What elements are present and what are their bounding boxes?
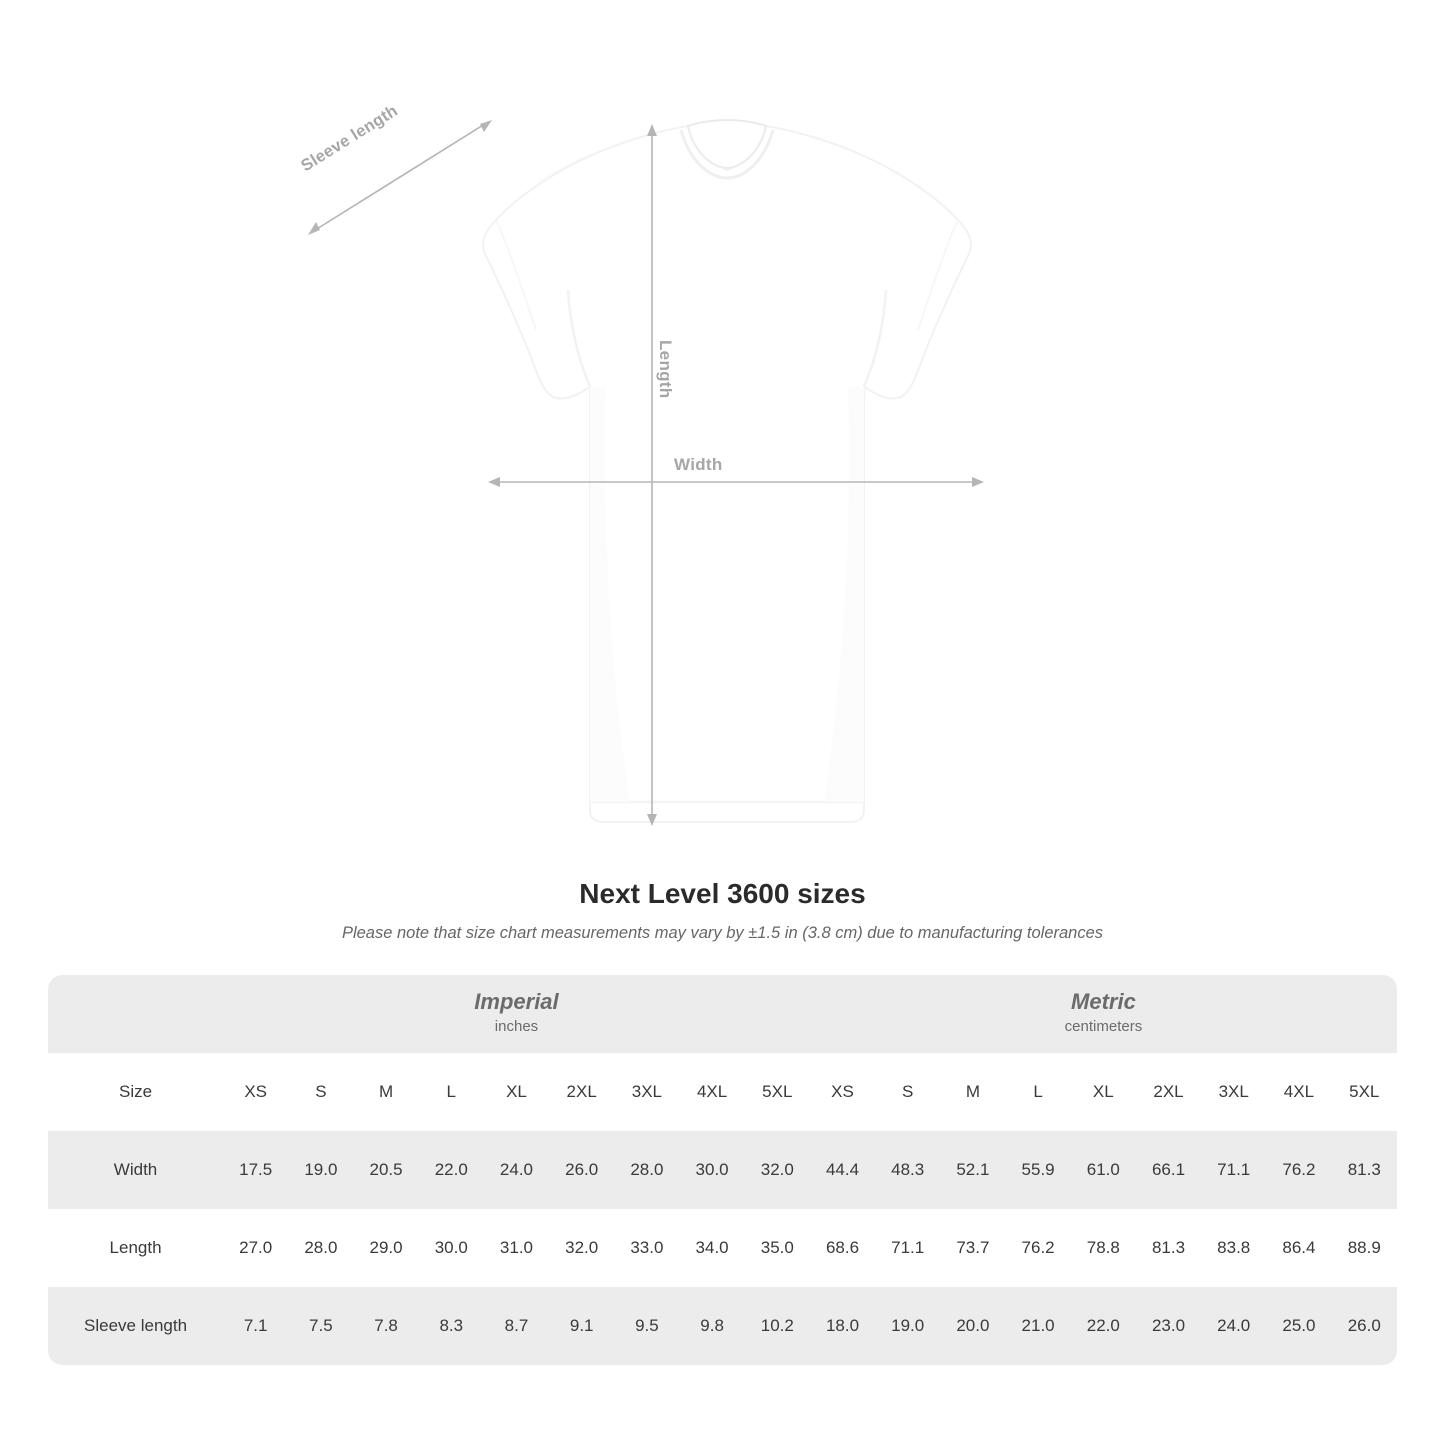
cell-length-imp-5xl: 35.0 [760,1238,794,1257]
cell-width-imp-m: 20.5 [369,1160,403,1179]
cell-width-met-2xl: 66.1 [1151,1160,1186,1179]
cell-sleeve-imp-l: 8.3 [439,1316,464,1335]
col-head-imp-2xl: 2XL [566,1082,597,1101]
cell-length-imp-xl: 31.0 [499,1238,534,1257]
cell-length-imp-2xl: 32.0 [565,1238,599,1257]
table-row-width [48,1131,1397,1209]
cell-sleeve-imp-xs: 7.1 [243,1316,268,1335]
width-annotation: Width [674,455,723,474]
unit-header-row [48,975,1397,1053]
cell-length-met-l: 76.2 [1021,1238,1055,1257]
size-header-row [48,1053,1397,1131]
cell-width-met-4xl: 76.2 [1282,1160,1316,1179]
cell-sleeve-met-s: 19.0 [891,1316,925,1335]
col-head-imp-l: L [446,1082,456,1101]
cell-length-met-m: 73.7 [956,1238,990,1257]
cell-length-imp-xs: 27.0 [239,1238,273,1257]
cell-length-met-4xl: 86.4 [1282,1238,1316,1257]
cell-width-imp-4xl: 30.0 [695,1160,729,1179]
cell-width-imp-l: 22.0 [434,1160,468,1179]
col-head-met-xl: XL [1092,1082,1114,1101]
cell-length-met-2xl: 81.3 [1151,1238,1186,1257]
col-head-imp-xl: XL [506,1082,527,1101]
cell-width-met-5xl: 81.3 [1347,1160,1381,1179]
col-head-met-s: S [902,1082,914,1101]
size-chart-table [48,975,1397,1365]
cell-width-met-l: 55.9 [1021,1160,1055,1179]
cell-width-imp-s: 19.0 [304,1160,338,1179]
unit-header-imperial [223,975,810,1053]
cell-sleeve-imp-4xl: 9.8 [700,1316,724,1335]
cell-width-imp-5xl: 32.0 [760,1160,794,1179]
cell-sleeve-met-4xl: 25.0 [1282,1316,1316,1335]
table-row-length [48,1209,1397,1287]
cell-sleeve-imp-xl: 8.7 [504,1316,529,1335]
cell-sleeve-imp-m: 7.8 [374,1316,398,1335]
length-annotation: Length [656,340,675,399]
row-label-sleeve-length: Sleeve length [84,1316,188,1335]
sleeve-length-annotation: Sleeve length [298,101,402,176]
col-head-met-xs: XS [831,1082,854,1101]
cell-width-imp-xs: 17.5 [239,1160,273,1179]
col-head-met-5xl: 5XL [1349,1082,1380,1101]
cell-width-met-m: 52.1 [956,1160,990,1179]
cell-width-met-3xl: 71.1 [1217,1160,1251,1179]
cell-length-met-5xl: 88.9 [1347,1238,1381,1257]
table-row-sleeve-length [48,1287,1397,1365]
unit-name-imperial: Imperial [474,989,559,1015]
cell-sleeve-imp-5xl: 10.2 [760,1316,794,1335]
col-head-met-2xl: 2XL [1153,1082,1184,1101]
cell-sleeve-met-3xl: 24.0 [1217,1316,1251,1335]
cell-sleeve-imp-2xl: 9.1 [569,1316,594,1335]
cell-sleeve-met-xs: 18.0 [825,1316,860,1335]
col-head-met-l: L [1033,1082,1043,1101]
tolerance-note: Please note that size chart measurements may vary by ±1.5 in (3.8 cm) due to manufacturing tolerances [341,924,1104,942]
tshirt-shape [483,120,971,822]
col-head-imp-s: S [315,1082,327,1101]
unit-name-metric: Metric [1071,989,1136,1015]
cell-sleeve-met-5xl: 26.0 [1347,1316,1381,1335]
unit-sub-imperial: inches [494,1017,539,1035]
cell-length-imp-4xl: 34.0 [695,1238,729,1257]
page-title: Next Level 3600 sizes [579,878,866,909]
cell-sleeve-imp-s: 7.5 [309,1316,333,1335]
cell-length-imp-s: 28.0 [304,1238,338,1257]
cell-length-met-s: 71.1 [891,1238,925,1257]
cell-length-met-xl: 78.8 [1086,1238,1120,1257]
cell-length-met-xs: 68.6 [825,1238,860,1257]
col-head-imp-5xl: 5XL [762,1082,793,1101]
col-head-imp-m: M [378,1082,394,1101]
cell-width-imp-3xl: 28.0 [630,1160,664,1179]
col-head-met-3xl: 3XL [1218,1082,1249,1101]
cell-width-met-xs: 44.4 [825,1160,860,1179]
col-head-imp-xs: XS [244,1082,267,1101]
cell-length-imp-3xl: 33.0 [630,1238,664,1257]
cell-width-imp-xl: 24.0 [499,1160,534,1179]
cell-sleeve-met-l: 21.0 [1021,1316,1055,1335]
cell-sleeve-met-m: 20.0 [956,1316,990,1335]
unit-header-blank [48,975,223,1053]
cell-sleeve-met-2xl: 23.0 [1151,1316,1186,1335]
cell-width-imp-2xl: 26.0 [565,1160,599,1179]
size-table-wrapper [48,975,1397,1365]
unit-header-metric [810,975,1397,1053]
cell-sleeve-imp-3xl: 9.5 [635,1316,659,1335]
cell-width-met-s: 48.3 [891,1160,925,1179]
cell-sleeve-met-xl: 22.0 [1086,1316,1120,1335]
col-head-imp-4xl: 4XL [696,1082,728,1101]
cell-length-imp-l: 30.0 [434,1238,468,1257]
row-label-length: Length [109,1238,162,1257]
cell-length-met-3xl: 83.8 [1217,1238,1251,1257]
unit-sub-metric: centimeters [1064,1017,1143,1035]
col-head-imp-3xl: 3XL [631,1082,662,1101]
cell-width-met-xl: 61.0 [1086,1160,1120,1179]
size-label: Size [118,1082,153,1101]
row-label-width: Width [113,1160,158,1179]
col-head-met-4xl: 4XL [1283,1082,1315,1101]
title-block [0,878,1445,943]
cell-length-imp-m: 29.0 [369,1238,403,1257]
col-head-met-m: M [965,1082,980,1101]
